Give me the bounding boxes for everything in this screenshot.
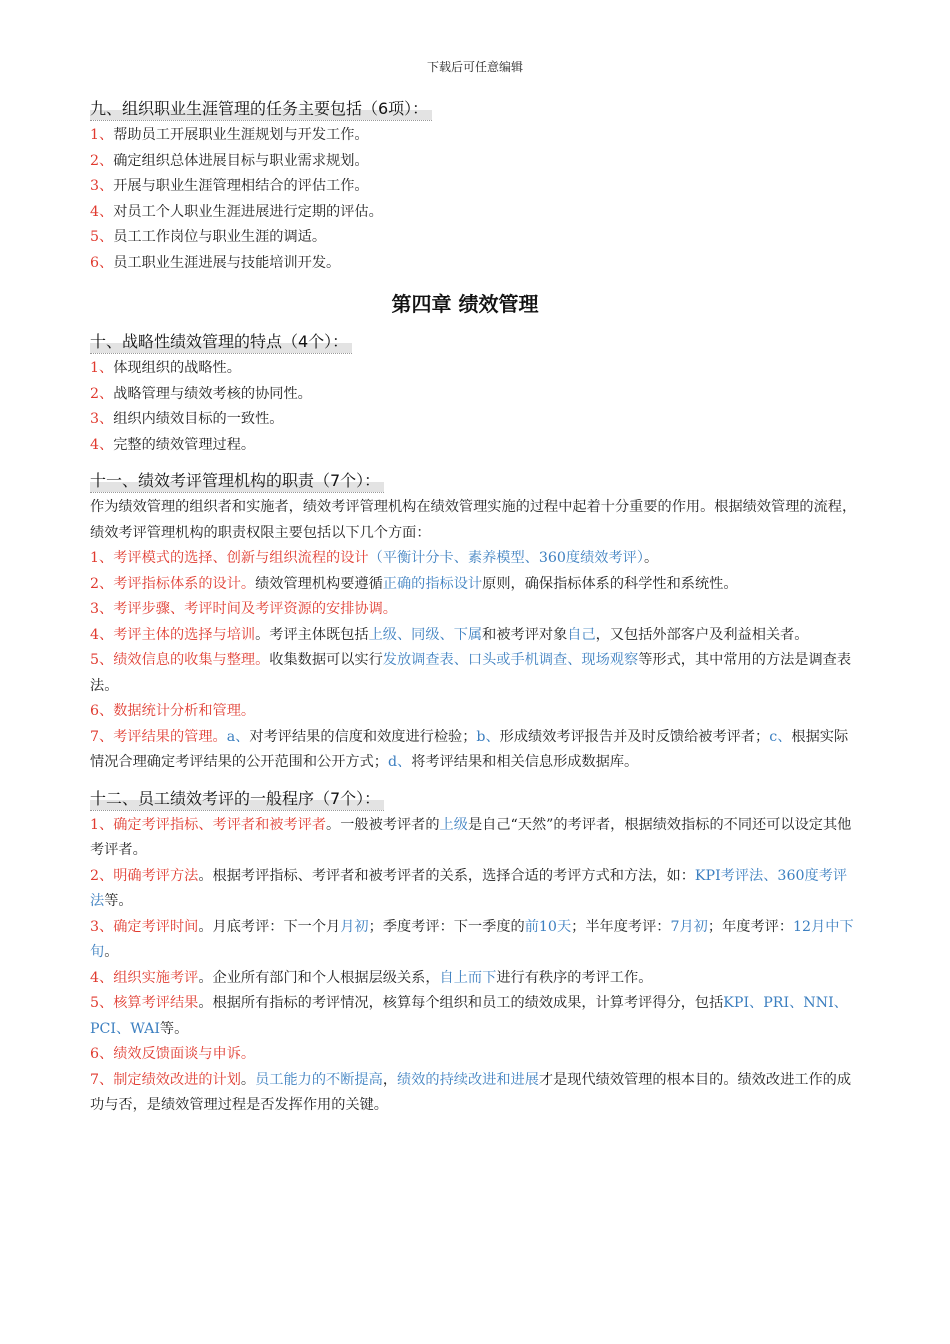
item-text: 。一般被考评者的 [326,816,440,833]
section-heading: 九、组织职业生涯管理的任务主要包括（6项）： [90,98,432,121]
item-highlight: 前10天 [524,918,572,935]
item-text: 确定组织总体进展目标与职业需求规划。 [113,152,369,169]
item-heading: 2、明确考评方法 [90,867,199,884]
item-highlight: 上级 [439,816,468,833]
item-text: 。企业所有部门和个人根据层级关系， [198,969,440,986]
list-item [90,251,860,277]
list-item [90,433,860,459]
item-text: 等。 [104,893,133,909]
item-text: 帮助员工开展职业生涯规划与开发工作。 [113,127,369,143]
item-highlight: 自上而下 [439,969,497,986]
item-text: 员工工作岗位与职业生涯的调适。 [113,229,327,245]
item-text: 对员工个人职业生涯进展进行定期的评估。 [113,203,383,220]
item-text: 体现组织的战略性。 [113,360,241,376]
item-highlight: 上级、同级、下属 [368,626,483,643]
item-number: 4、 [90,203,114,220]
item-highlight: b、 [476,728,500,745]
item-number: 2、 [90,385,114,402]
list-item [90,813,860,864]
item-text: 才是现代绩效管理的根本目的。绩效改进工作的成功与否，是绩效管理过程是否发挥作用的关键。 [90,1071,852,1113]
item-heading: 5、核算考评结果 [90,995,199,1011]
item-heading: 5、绩效信息的收集与整理。 [90,652,270,668]
list-item [90,966,860,992]
item-heading: 1、确定考评指标、考评者和被考评者 [90,816,327,833]
item-text: ， [382,1071,398,1088]
list-item [90,725,860,776]
section-11 [90,470,860,776]
list-item [90,991,860,1042]
section-9 [90,98,860,276]
item-highlight: 12月中下旬 [90,918,854,960]
item-heading: 3、确定考评时间 [90,918,199,935]
item-heading: 6、绩效反馈面谈与申诉。 [90,1046,256,1062]
item-text: 完整的绩效管理过程。 [113,436,256,453]
list-item [90,149,860,175]
list-item [90,200,860,226]
section-12 [90,788,860,1119]
item-text: 进行有秩序的考评工作。 [496,969,653,986]
item-text: 。 [104,944,119,960]
item-highlight: 7月初 [670,918,708,935]
item-text: 原则，确保指标体系的科学性和系统性。 [482,575,738,592]
list-item [90,648,860,699]
list-item [90,623,860,649]
list-item [90,572,860,598]
item-text: 对考评结果的信度和效度进行检验； [249,728,477,745]
item-heading: 2、考评指标体系的设计。 [90,575,256,592]
item-heading: 3、考评步骤、考评时间及考评资源的安排协调。 [90,601,397,617]
item-text: 。 [643,550,659,566]
list-item [90,915,860,966]
item-number: 6、 [90,254,114,271]
item-highlight: （平衡计分卡、素养模型、360度绩效考评） [368,550,644,566]
list-item [90,356,860,382]
item-highlight: KPI考评法、360度考评法 [90,867,848,909]
section-10 [90,331,860,458]
item-number: 1、 [90,127,114,143]
header-note: 下载后可任意编辑 [426,60,523,74]
item-text: 组织内绩效目标的一致性。 [113,411,284,427]
document-body [90,98,860,1119]
list-item [90,123,860,149]
item-highlight: a、 [226,728,250,745]
item-text: 。月底考评：下一个月 [198,918,341,935]
item-text: 。根据考评指标、考评者和被考评者的关系，选择合适的考评方式和方法，如： [198,867,695,884]
item-number: 3、 [90,178,114,194]
section-heading: 十一、绩效考评管理机构的职责（7个）： [90,470,384,493]
item-number: 2、 [90,152,114,169]
item-highlight: 员工能力的不断提高 [255,1071,383,1088]
section-heading: 十、战略性绩效管理的特点（4个）： [90,331,352,354]
item-text: ；半年度考评： [571,918,671,935]
item-highlight: 月初 [340,918,369,935]
item-text: 和被考评对象 [482,626,568,643]
item-highlight: 正确的指标设计 [382,575,483,592]
item-text: ，又包括外部客户及利益相关者。 [595,626,809,643]
item-highlight: 自己 [567,626,596,643]
item-number: 3、 [90,411,114,427]
item-number: 1、 [90,360,114,376]
item-heading: 7、制定绩效改进的计划 [90,1071,241,1088]
list-item [90,407,860,433]
item-heading: 4、组织实施考评 [90,969,199,986]
item-number: 4、 [90,436,114,453]
item-text: 绩效管理机构要遵循 [255,575,383,592]
list-item [90,225,860,251]
item-text: 开展与职业生涯管理相结合的评估工作。 [113,178,369,194]
item-text: 形成绩效考评报告并及时反馈给被考评者； [499,728,770,745]
list-item [90,546,860,572]
item-text: 是自己“天然”的考评者，根据绩效指标的不同还可以设定其他考评者。 [90,816,852,858]
item-highlight: c、 [769,728,792,745]
intro-paragraph: 作为绩效管理的组织者和实施者，绩效考评管理机构在绩效管理实施的过程中起着十分重要的作用。根据绩效管理的流程，绩效考评管理机构的职责权限主要包括以下几个方面： [90,499,857,541]
item-heading: 6、数据统计分析和管理。 [90,703,256,719]
item-number: 5、 [90,229,114,245]
item-highlight: 绩效的持续改进和进展 [397,1071,539,1088]
item-text: 。 [240,1071,256,1088]
item-heading: 1、考评模式的选择、创新与组织流程的设计 [90,550,369,566]
list-item [90,597,860,623]
item-text: 。根据所有指标的考评情况，核算每个组织和员工的绩效成果，计算考评得分，包括 [198,995,724,1011]
item-text: 收集数据可以实行 [269,652,383,668]
list-item [90,174,860,200]
item-highlight: d、 [387,754,412,770]
item-text: 员工职业生涯进展与技能培训开发。 [113,254,341,271]
list-item [90,699,860,725]
section-heading: 十二、员工绩效考评的一般程序（7个）： [90,788,384,811]
item-text: 根据实际情况合理确定考评结果的公开范围和公开方式； [90,728,849,770]
list-item [90,1068,860,1119]
item-heading: 4、考评主体的选择与培训 [90,626,256,643]
list-item [90,382,860,408]
item-highlight: KPI、PRI、NNI、PCI、WAI [90,995,848,1037]
list-item [90,1042,860,1068]
item-text: ；季度考评：下一季度的 [368,918,525,935]
item-text: 等形式，其中常用的方法是调查表法。 [90,652,852,694]
item-text: 。考评主体既包括 [255,626,369,643]
item-heading: 7、考评结果的管理。 [90,728,227,745]
item-text: 将考评结果和相关信息形成数据库。 [411,754,639,770]
item-text: 战略管理与绩效考核的协同性。 [113,385,312,402]
list-item [90,864,860,915]
chapter-title: 第四章 绩效管理 [391,292,539,316]
item-text: 等。 [159,1020,189,1037]
item-highlight: 发放调查表、口头或手机调查、现场观察 [382,652,639,668]
item-text: ；年度考评： [707,918,794,935]
